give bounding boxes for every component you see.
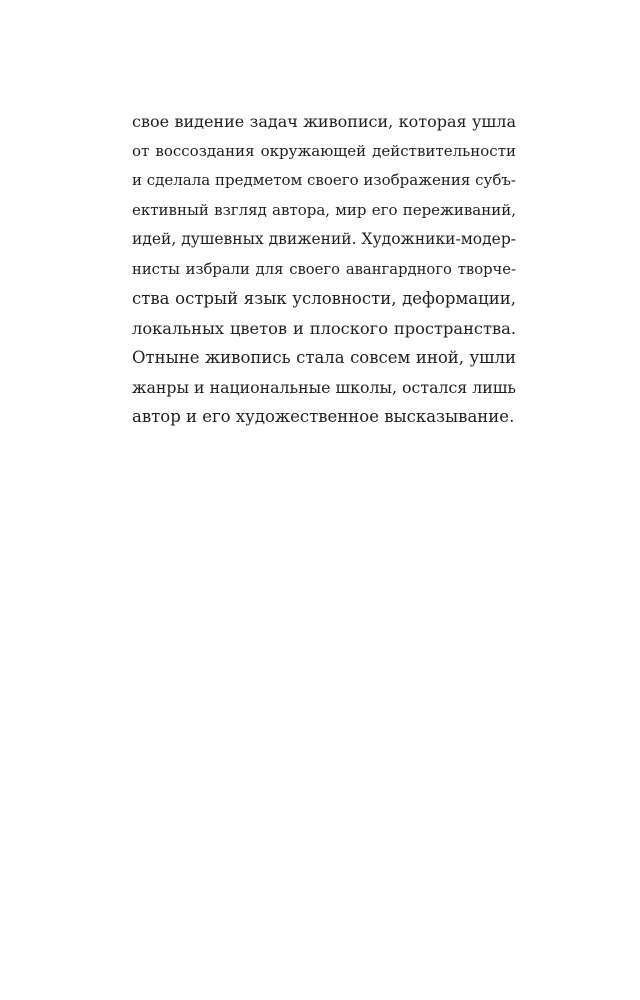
text-line: от воссоздания окружающей действительности bbox=[132, 141, 516, 160]
text-line: ективный взгляд автора, мир его переживаний, bbox=[132, 200, 516, 219]
text-line: идей, душевных движений. Художники-модер- bbox=[132, 230, 516, 248]
text-line: ства острый язык условности, деформации, bbox=[132, 289, 516, 308]
text-line: Отныне живопись стала совсем иной, ушли bbox=[132, 348, 516, 367]
text-line: автор и его художественное высказывание. bbox=[132, 407, 515, 426]
text-line: нисты избрали для своего авангардного творче- bbox=[132, 260, 516, 278]
text-line: и сделала предметом своего изображения субъ- bbox=[132, 171, 516, 189]
text-line: локальных цветов и плоского пространства. bbox=[132, 318, 516, 338]
text-line: жанры и национальные школы, остался лишь bbox=[132, 377, 516, 397]
body-paragraph bbox=[132, 107, 516, 432]
text-line: свое видение задач живописи, которая ушла bbox=[132, 112, 516, 131]
